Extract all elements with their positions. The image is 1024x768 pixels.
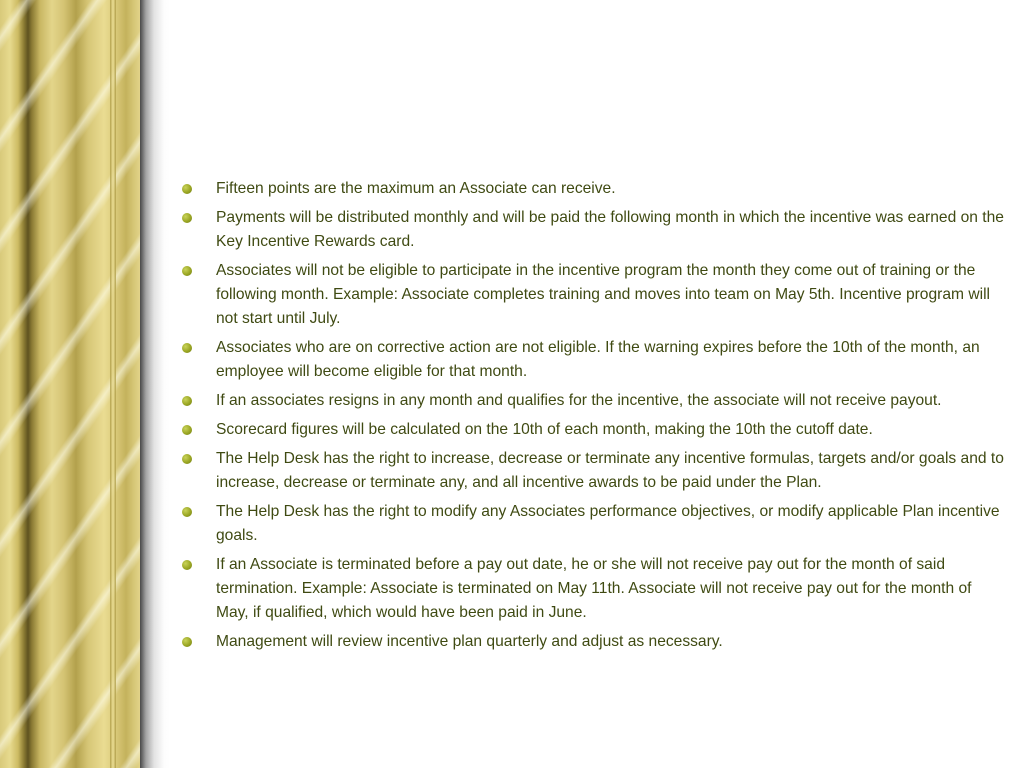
bullet-text: Management will review incentive plan quarterly and adjust as necessary. xyxy=(216,633,723,650)
bullet-dot-icon xyxy=(182,425,192,435)
bullet-item xyxy=(176,206,1006,254)
bullet-text: Associates who are on corrective action are not eligible. If the warning expires before the 10th of the month, an employee will become eligible for that month. xyxy=(216,339,980,380)
bullet-item xyxy=(176,553,1006,625)
gold-border-decoration xyxy=(0,0,140,768)
bullet-text: Fifteen points are the maximum an Associate can receive. xyxy=(216,180,616,197)
bullet-text: The Help Desk has the right to modify any Associates performance objectives, or modify applicable Plan incentive goals. xyxy=(216,503,1000,544)
bullet-dot-icon xyxy=(182,266,192,276)
bullet-list xyxy=(176,177,1006,654)
slide-body xyxy=(176,177,1006,659)
bullet-text: The Help Desk has the right to increase, decrease or terminate any incentive formulas, targets and/or goals and to increase, decrease or terminate any, and all incentive awards to be paid under the Plan. xyxy=(216,450,1004,491)
bullet-dot-icon xyxy=(182,343,192,353)
bullet-item xyxy=(176,177,1006,201)
bullet-item xyxy=(176,447,1006,495)
bullet-dot-icon xyxy=(182,213,192,223)
bullet-text: If an associates resigns in any month and qualifies for the incentive, the associate will not receive payout. xyxy=(216,392,942,409)
bullet-item xyxy=(176,630,1006,654)
bullet-dot-icon xyxy=(182,184,192,194)
bullet-text: Scorecard figures will be calculated on the 10th of each month, making the 10th the cutoff date. xyxy=(216,421,873,438)
bullet-dot-icon xyxy=(182,454,192,464)
bullet-text: Payments will be distributed monthly and will be paid the following month in which the incentive was earned on the Key Incentive Rewards card. xyxy=(216,209,1004,250)
bullet-text: If an Associate is terminated before a pay out date, he or she will not receive pay out for the month of said termination. Example: Associate is terminated on May 11th. Associate will not receive pay out for the month of May, if qualified, which would have been paid in June. xyxy=(216,556,972,621)
bullet-item xyxy=(176,336,1006,384)
bullet-item xyxy=(176,389,1006,413)
bullet-text: Associates will not be eligible to participate in the incentive program the month they come out of training or the following month. Example: Associate completes training and moves into team on May 5th. Incentive program will not start until July. xyxy=(216,262,990,327)
gold-border-stripe xyxy=(110,0,116,768)
bullet-dot-icon xyxy=(182,560,192,570)
border-shadow xyxy=(140,0,170,768)
bullet-dot-icon xyxy=(182,396,192,406)
bullet-item xyxy=(176,418,1006,442)
bullet-item xyxy=(176,500,1006,548)
bullet-dot-icon xyxy=(182,507,192,517)
bullet-dot-icon xyxy=(182,637,192,647)
bullet-item xyxy=(176,259,1006,331)
